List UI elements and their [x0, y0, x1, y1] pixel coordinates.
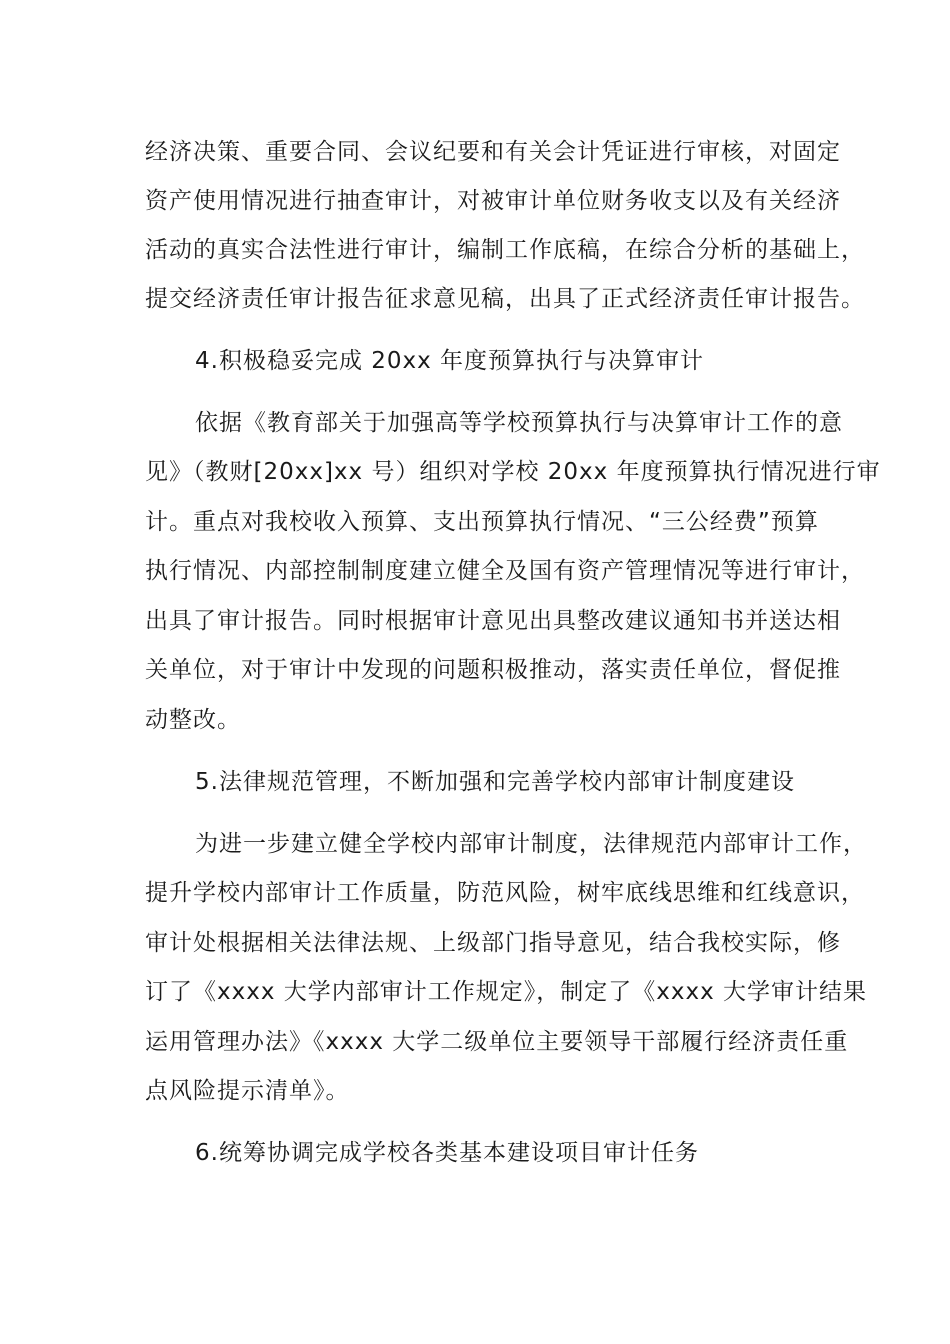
- section-heading: 5.法律规范管理，不断加强和完善学校内部审计制度建设: [195, 769, 795, 795]
- body-text-line: 出具了审计报告。同时根据审计意见出具整改建议通知书并送达相: [145, 608, 841, 634]
- section-heading: 6.统筹协调完成学校各类基本建设项目审计任务: [195, 1140, 699, 1166]
- body-text-line: 依据《教育部关于加强高等学校预算执行与决算审计工作的意: [195, 410, 843, 436]
- body-text-line: 运用管理办法》《xxxx 大学二级单位主要领导干部履行经济责任重: [145, 1029, 849, 1055]
- body-text-line: 计。重点对我校收入预算、支出预算执行情况、“三公经费”预算: [145, 509, 819, 535]
- body-text-line: 资产使用情况进行抽查审计，对被审计单位财务收支以及有关经济: [145, 188, 841, 214]
- body-text-line: 审计处根据相关法律法规、上级部门指导意见，结合我校实际，修: [145, 930, 841, 956]
- body-text-line: 见》（教财[20xx]xx 号）组织对学校 20xx 年度预算执行情况进行审: [145, 459, 881, 485]
- body-text-line: 订了《xxxx 大学内部审计工作规定》，制定了《xxxx 大学审计结果: [145, 979, 868, 1005]
- body-text-line: 动整改。: [145, 707, 241, 733]
- body-text-line: 关单位，对于审计中发现的问题积极推动，落实责任单位，督促推: [145, 657, 841, 683]
- body-text-line: 活动的真实合法性进行审计，编制工作底稿，在综合分析的基础上，: [145, 237, 865, 263]
- body-text-line: 为进一步建立健全学校内部审计制度，法律规范内部审计工作，: [195, 831, 867, 857]
- body-text-line: 经济决策、重要合同、会议纪要和有关会计凭证进行审核，对固定: [145, 139, 841, 165]
- body-text-line: 提交经济责任审计报告征求意见稿，出具了正式经济责任审计报告。: [145, 286, 865, 312]
- body-text-line: 点风险提示清单》。: [145, 1078, 350, 1104]
- body-text-line: 执行情况、内部控制制度建立健全及国有资产管理情况等进行审计，: [145, 558, 865, 584]
- section-heading: 4.积极稳妥完成 20xx 年度预算执行与决算审计: [195, 348, 705, 374]
- body-text-line: 提升学校内部审计工作质量，防范风险，树牢底线思维和红线意识，: [145, 880, 865, 906]
